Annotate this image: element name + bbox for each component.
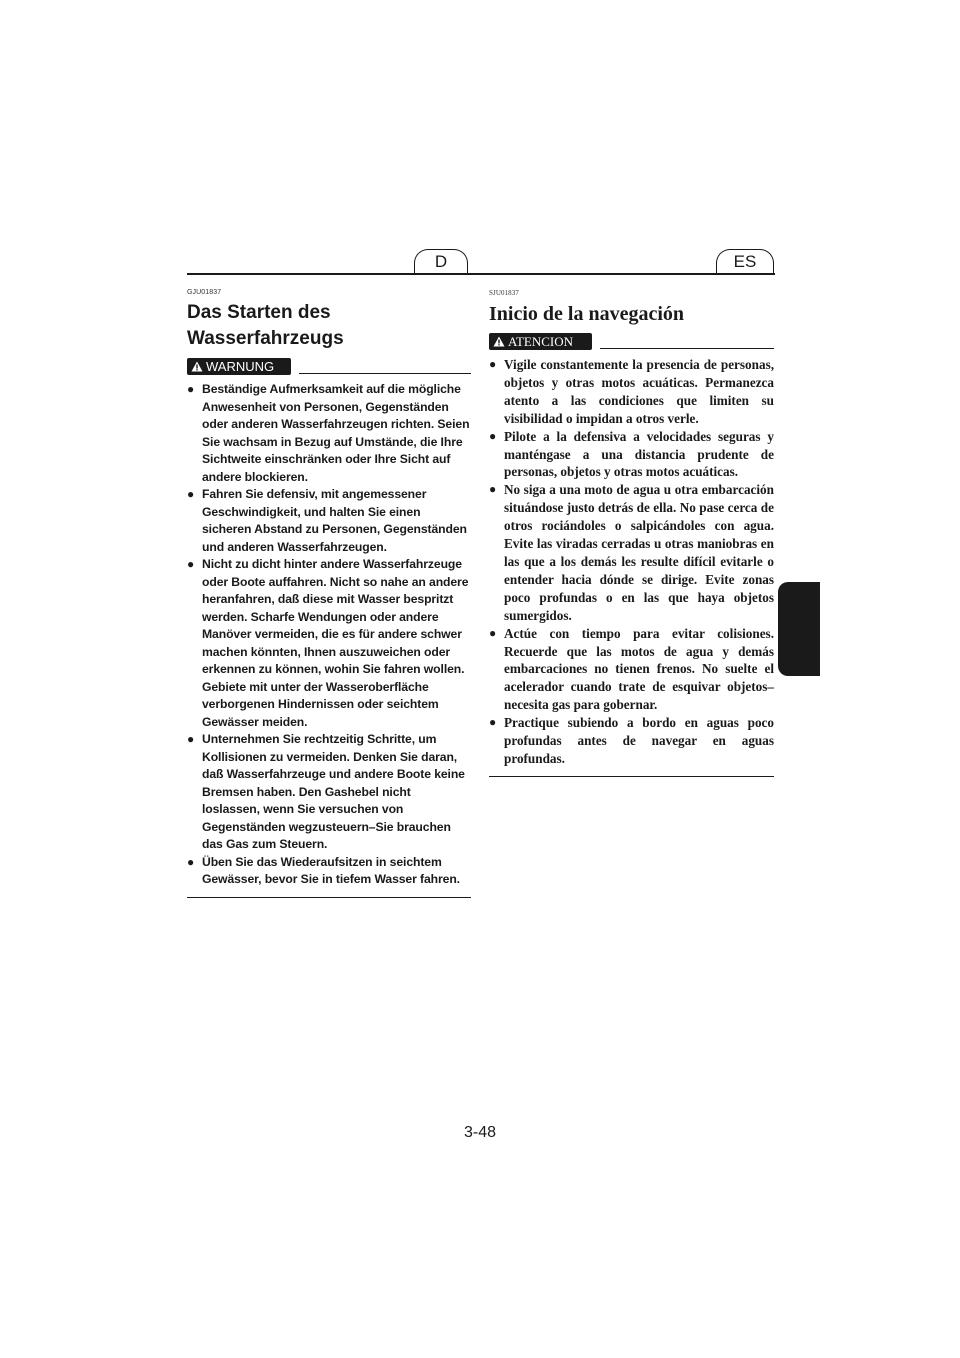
german-column [187,289,471,898]
spanish-column [489,289,774,777]
list-item: ● Pilote a la defensiva a velocidades seguras y manténgase a una distancia prudente de personas, objetos y otras motos acuáticas. [489,428,774,480]
bullet-icon: ● [187,732,195,746]
warning-rule [299,373,471,374]
warning-header [187,358,471,375]
bullet-icon: ● [187,854,195,869]
warning-badge: WARNUNG [187,358,291,375]
warning-rule [600,348,774,349]
section-title: Inicio de la navegación [489,303,685,325]
warning-header [489,333,774,350]
section-code: GJU01837 [187,289,222,296]
bullet-icon: ● [489,715,497,730]
warning-end-rule [489,776,774,777]
bullet-icon: ● [187,382,195,396]
warning-list [187,381,471,889]
bullet-icon: ● [489,357,497,371]
warning-badge: ATENCION [489,333,592,350]
list-item: ● Actúe con tiempo para evitar colisiones. Recuerde que las motos de agua y demás embarcaciones no tienen frenos. No suelte el acelerador cuando trate de esquivar objetos–necesita gas para gobernar. [489,625,774,713]
bullet-icon: ● [489,428,497,443]
page-number: 3-48 [463,1124,497,1141]
section-code: SJU01837 [489,289,519,297]
bullet-icon: ● [489,625,497,640]
warning-end-rule [187,897,471,898]
list-item: ● Üben Sie das Wiederaufsitzen in seichtem Gewässer, bevor Sie in tiefem Wasser fahren. [187,854,460,886]
section-title: Das Starten des Wasserfahrzeugs [187,302,344,349]
list-item: ● Unternehmen Sie rechtzeitig Schritte, um Kollisionen zu vermeiden. Denken Sie daran, daß Wasserfahrzeuge und andere Boote keine Bremsen haben. Den Gashebel nicht loslassen, wenn Sie versuchen von Gegenständen wegzusteuern–Sie brauchen das Gas zum Steuern. [187,732,465,851]
list-item: ● Nicht zu dicht hinter andere Wasserfahrzeuge oder Boote auffahren. Nicht so nahe an andere heranfahren, daß diese mit Wasser bespritzt werden. Scharfe Wendungen oder andere Manöver vermeiden, die es für andere schwer machen könnten, Ihnen auszuweichen oder erkennen zu können, wohin Sie fahren wollen. Gebiete mit unter der Wasseroberfläche verborgenen Hindernissen oder seichtem Gewässer meiden. [187,557,469,729]
bullet-icon: ● [489,482,497,497]
warning-list [489,356,774,768]
language-label-spanish: ES [716,249,774,273]
bullet-icon: ● [187,487,195,501]
section-tab [778,582,820,676]
list-item: ● No siga a una moto de agua u otra embarcación situándose justo detrás de ella. No pase cerca de otros rociándoles o salpicándoles con agua. Evite las viradas cerradas u otras maniobras en las que a los demás les resulte difícil evitarle o entender hacia dónde se dirige. Evite zonas poco profundas o en las que haya objetos sumergidos. [489,482,774,623]
list-item: ● Fahren Sie defensiv, mit angemessener Geschwindigkeit, und halten Sie einen sicheren Abstand zu Personen, Gegenständen und anderen Wasserfahrzeugen. [187,487,467,554]
header-rule [187,273,775,275]
list-item: ● Vigile constantemente la presencia de personas, objetos y otras motos acuáticas. Permanezca atento a las condiciones que limiten su visibilidad o impidan a otros verle. [489,357,774,426]
list-item: ● Beständige Aufmerksamkeit auf die mögliche Anwesenheit von Personen, Gegenständen oder anderen Wasserfahrzeugen richten. Seien Sie wachsam in Bezug auf Umstände, die Ihre Sichtweite einschränken oder Ihre Sicht auf andere blockieren. [187,382,470,484]
bullet-icon: ● [187,557,195,571]
list-item: ● Practique subiendo a bordo en aguas poco profundas antes de navegar en aguas profundas. [489,715,774,766]
warning-triangle-icon [191,361,203,372]
warning-triangle-icon [493,336,505,347]
language-label-german: D [414,249,468,273]
